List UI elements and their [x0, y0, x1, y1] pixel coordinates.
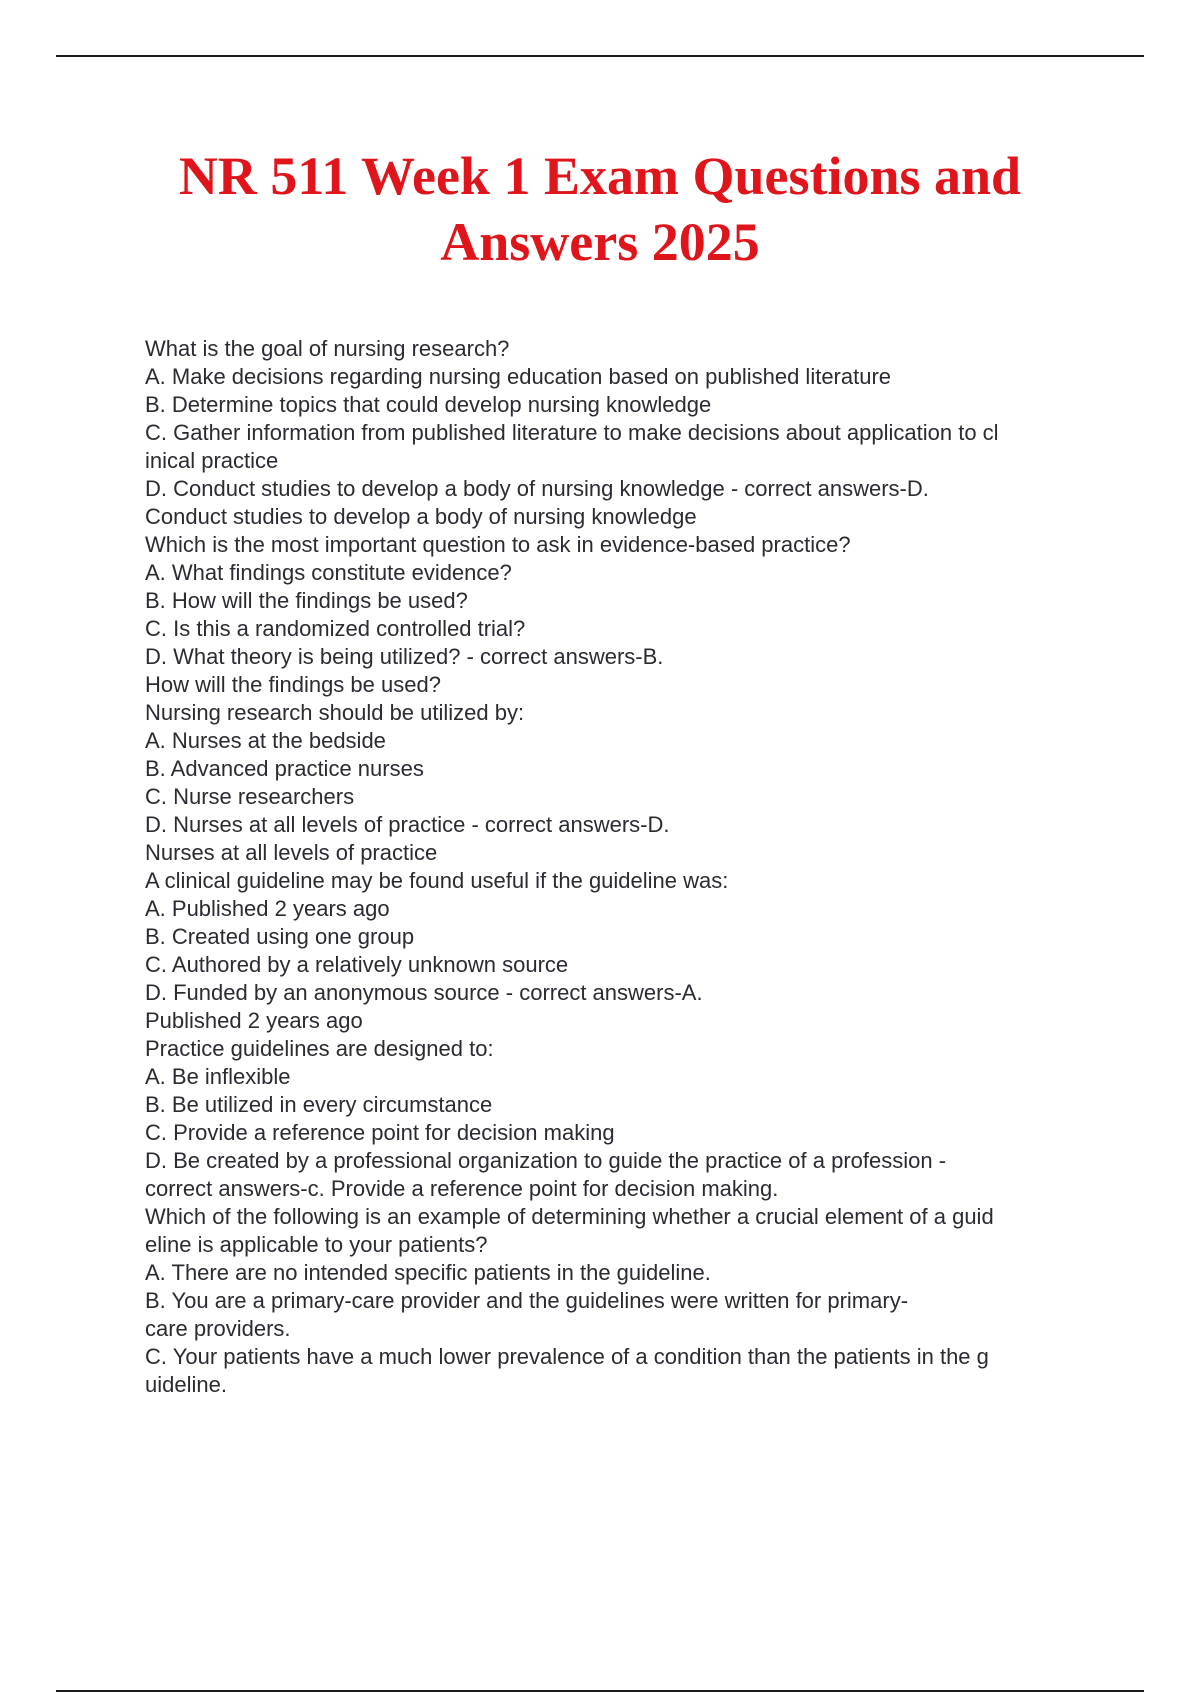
text-line: What is the goal of nursing research? [145, 336, 510, 361]
text-line: uideline. [145, 1372, 227, 1397]
text-line: correct answers-c. Provide a reference point for decision making. [145, 1176, 779, 1201]
text-line: B. Be utilized in every circumstance [145, 1092, 493, 1117]
bottom-rule [56, 1690, 1144, 1692]
text-line: B. Created using one group [145, 924, 415, 949]
text-line: Which is the most important question to ask in evidence-based practice? [145, 532, 851, 557]
text-line: A. Nurses at the bedside [145, 728, 386, 753]
text-line: D. Nurses at all levels of practice - correct answers-D. [145, 812, 670, 837]
document-title: NR 511 Week 1 Exam Questions and Answers 2025 [178, 146, 1022, 272]
text-line: A. Published 2 years ago [145, 896, 390, 921]
document-body [145, 335, 1105, 1399]
text-line: Published 2 years ago [145, 1008, 363, 1033]
text-line: A. Make decisions regarding nursing education based on published literature [145, 364, 892, 389]
text-line: C. Is this a randomized controlled trial? [145, 616, 526, 641]
text-line: Conduct studies to develop a body of nursing knowledge [145, 504, 697, 529]
text-line: C. Nurse researchers [145, 784, 355, 809]
text-line: Nurses at all levels of practice [145, 840, 438, 865]
text-line: Nursing research should be utilized by: [145, 700, 525, 725]
text-line: Which of the following is an example of determining whether a crucial element of a guid [145, 1204, 994, 1229]
text-line: Practice guidelines are designed to: [145, 1036, 494, 1061]
text-line: B. How will the findings be used? [145, 588, 468, 613]
text-line: A. Be inflexible [145, 1064, 291, 1089]
text-line: D. Conduct studies to develop a body of nursing knowledge - correct answers-D. [145, 476, 929, 501]
text-line: B. You are a primary-care provider and the guidelines were written for primary- [145, 1288, 909, 1313]
text-line: D. What theory is being utilized? - correct answers-B. [145, 644, 664, 669]
text-line: D. Be created by a professional organization to guide the practice of a profession - [145, 1148, 947, 1173]
text-line: A. What findings constitute evidence? [145, 560, 512, 585]
text-line: A clinical guideline may be found useful if the guideline was: [145, 868, 729, 893]
text-line: D. Funded by an anonymous source - correct answers-A. [145, 980, 703, 1005]
text-line: B. Determine topics that could develop nursing knowledge [145, 392, 712, 417]
top-rule [56, 55, 1144, 57]
text-line: care providers. [145, 1316, 291, 1341]
text-line: inical practice [145, 448, 279, 473]
text-line: eline is applicable to your patients? [145, 1232, 488, 1257]
text-line: C. Authored by a relatively unknown source [145, 952, 569, 977]
text-line: C. Gather information from published literature to make decisions about application to cl [145, 420, 999, 445]
text-line: C. Your patients have a much lower prevalence of a condition than the patients in the g [145, 1344, 989, 1369]
text-line: How will the findings be used? [145, 672, 441, 697]
text-line: B. Advanced practice nurses [145, 756, 424, 781]
text-line: C. Provide a reference point for decision making [145, 1120, 615, 1145]
text-line: A. There are no intended specific patients in the guideline. [145, 1260, 711, 1285]
